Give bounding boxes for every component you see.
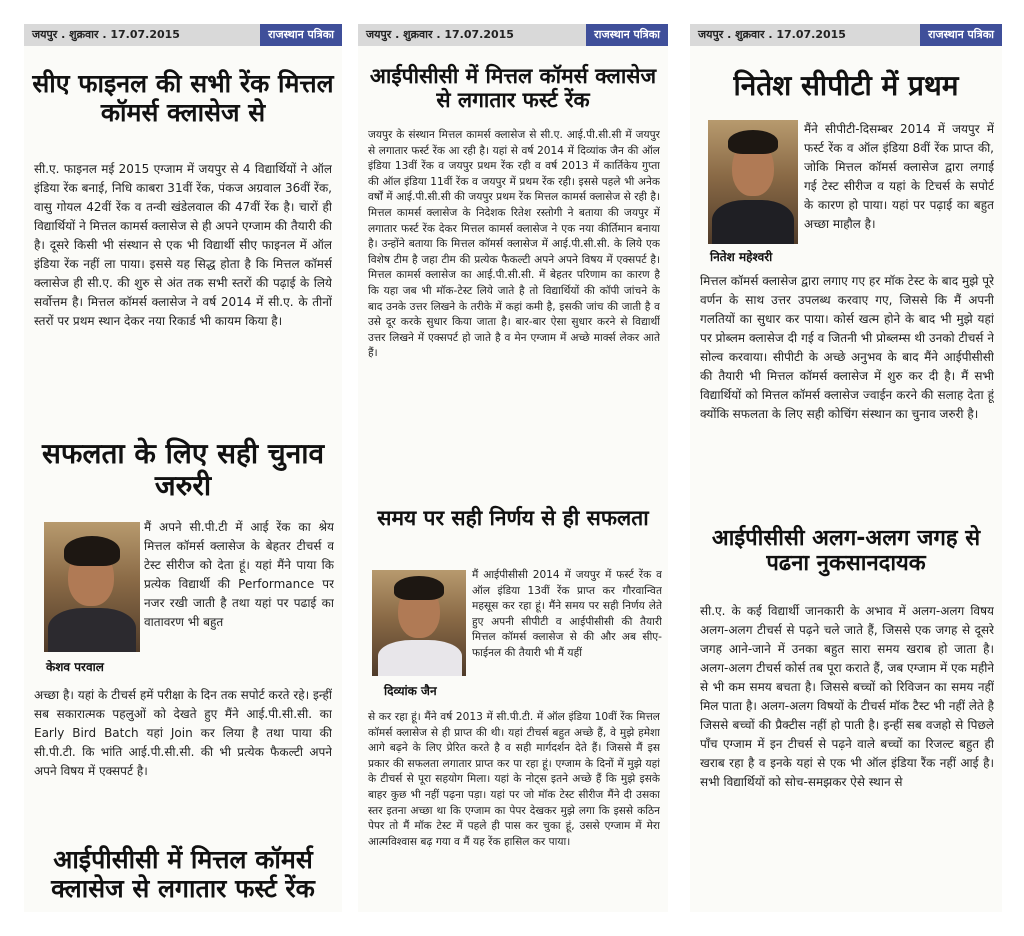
caption-divyank: दिव्यांक जैन — [384, 684, 437, 698]
story-divyank-rest: से कर रहा हूं। मैंने वर्ष 2013 में सी.पी.टी. में ऑल इंडिया 10वीं रेंक मित्तल कॉमर्स क्लासेज से ही प्राप्त की थी। यहां टीचर्स बहुत अच्छे हैं, वे मुझे हमेशा आगे बढ़ने के लिए प्रेरित करते है व सही मार्गदर्शन देते हैं। जिससे मैं इस प्रकार की सफलता लगातार प्राप्त कर पा रहा हूं। एग्जाम के दिनों में मुझे यहां के टीचर्स से पूरा सहयोग मिला। यहां के नोट्स इतने अच्छे हैं कि मुझे इसके बाहर कुछ भी नहीं पढ़ना पड़ा। यहां पर जो मॉक टेस्ट सीरीज मैंने दी उसका स्तर इतना अच्छा था कि एग्जाम का पेपर देखकर मुझे लगा कि इससे कठिन पेपर तो मैं मॉक टेस्ट में पहले ही पास कर चुका हूं, उससे एग्जाम में मेरा आत्मविश्वास बढ़ गया व मैं यह रेंक हासिल कर पाया। — [368, 711, 660, 848]
story-keshav-side: मैं अपने सी.पी.टी में आई रेंक का श्रेय मित्तल कॉमर्स क्लासेज के बेहतर टीचर्स व टेस्ट सीरीज को देता हूं। यहां मैंने पाया कि प्रत्येक विद्यार्थी की Performance पर नजर रखी जाती है तथा यहां पर पढाई का वातावरण भी बहुत — [144, 520, 334, 629]
newspaper-header — [690, 24, 1002, 46]
headline-ipcc-bottom: आईपीसीसी में मित्तल कॉमर्स क्लासेज से लगातार फर्स्ट रेंक — [51, 845, 315, 903]
clipping-1 — [24, 24, 342, 912]
caption-keshav: केशव परवाल — [46, 660, 104, 674]
story-nitesh-rest: मित्तल कॉमर्स क्लासेज द्वारा लगाए गए हर मॉक टेस्ट के बाद मुझे पूरे वर्णन के साथ उत्तर उपलब्ध करवाए गए, जिससे कि मैं अपनी गलतियों का सुधार कर पाया। कोर्स खत्म होने के बाद भी मुझे यहां पर प्रोब्लम क्लासेज दी गई व जितनी भी प्रोब्लम्स थी उनको टीचर्स ने सोल्व करवाया। सीपीटी के अच्छे अनुभव के बाद मैंने आईपीसीसी की तैयारी भी मित्तल कॉमर्स क्लासेज में शुरु कर दी है। मैं सभी विद्यार्थियों को मित्तल कॉमर्स क्लासेज ज्वाईन करने की सलाह देता हूं क्योंकि सफलता के लिए सही कोचिंग संस्थान का चुनाव जरुरी है। — [700, 274, 994, 421]
newspaper-name: राजस्थान पत्रिका — [586, 24, 668, 46]
photo-keshav-parwal — [44, 522, 140, 652]
headline-ca-final: सीए फाइनल की सभी रेंक मित्तल कॉमर्स क्लासेज से — [32, 69, 334, 127]
edition-date: जयपुर . शुक्रवार . 17.07.2015 — [366, 28, 514, 41]
headline-right-decision: समय पर सही निर्णय से ही सफलता — [377, 506, 649, 530]
headline-ipcc-different-places: आईपीसीसी अलग-अलग जगह से पढना नुकसानदायक — [711, 526, 981, 577]
headline-ipcc-first-rank: आईपीसीसी में मित्तल कॉमर्स क्लासेज से लगातार फर्स्ट रेंक — [369, 64, 657, 113]
clipping-2 — [358, 24, 668, 912]
edition-date: जयपुर . शुक्रवार . 17.07.2015 — [32, 28, 180, 41]
clipping-3 — [690, 24, 1002, 912]
newspaper-name: राजस्थान पत्रिका — [920, 24, 1002, 46]
headline-right-choice: सफलता के लिए सही चुनाव जरुरी — [41, 437, 325, 503]
photo-divyank-jain — [372, 570, 466, 676]
story-ca-final: सी.ए. फाइनल मई 2015 एग्जाम में जयपुर से 4 विद्यार्थियों ने ऑल इंडिया रेंक बनाई, निधि काबरा 31वीं रेंक, पंकज अग्रवाल 36वीं रेंक, वासु गोयल 42वीं रेंक व तन्वी खंडेलवाल की 47वीं रेंक है। चारों ही विद्यार्थियों ने मित्तल कामर्स क्लासेज से ही अपने एग्जाम की तैयारी की है। दूसरे किसी भी संस्थान से एक भी विद्यार्थी सीए फाइनल में ऑल इंडिया रेंक नहीं ला पाया। इससे यह सिद्ध होता है कि मित्तल कॉमर्स क्लासेज ही सी.ए. की शुरु से अंत तक सभी स्तरों की पढ़ाई के लिये सर्वोत्तम है। मित्तल कॉमर्स क्लासेज ने वर्ष 2014 में सी.ए. के तीनों स्तरों पर प्रथम स्थान देकर नया रिकार्ड भी कायम किया है। — [34, 162, 332, 328]
story-ipcc-different-places: सी.ए. के कई विद्यार्थी जानकारी के अभाव में अलग-अलग विषय अलग-अलग टीचर्स से पढ़ने चले जाते हैं, जिससे एक जगह से दूसरे जगह आने-जाने में उनका बहुत सारा समय खराब हो जाता है। अलग-अलग टीचर्स कोर्स तब पूरा कराते हैं, जब एग्जाम में एक महीने से भी कम समय बचता है। जिससे बच्चों को रिविजन का समय नहीं मिल पाता है। अलग-अलग विषयों के टीचर्स मॉक टैस्ट भी नहीं लेते है जिससे बच्चों की प्रैक्टीस नहीं हो पाती है। इन्हीं सब वजहो से पिछले पाँच एग्जाम में इन टीचर्स से पढ़ने वाले बच्चों का रिजल्ट बहुत ही खराब रहा है व इनके यहां से एक भी ऑल इंडिया रैंक नहीं आई है। सभी विद्यार्थियों को सोच-समझकर ऐसे स्थान से — [700, 604, 994, 789]
headline-nitesh-cpt: नितेश सीपीटी में प्रथम — [733, 69, 959, 102]
edition-date: जयपुर . शुक्रवार . 17.07.2015 — [698, 28, 846, 41]
photo-nitesh-maheshwari — [708, 120, 798, 244]
story-keshav-rest: अच्छा है। यहां के टीचर्स हमें परीक्षा के दिन तक सपोर्ट करते रहे। इन्हीं सब सकारात्मक पहलुओं को देखते हुए मैंने आई.पी.सी.सी. का Early Bird Batch यहां Join कर लिया है तथा पाया की सी.पी.टी. कि भांति आई.पी.सी.सी. की भी प्रत्येक फैकल्टी अपने अपने विषय में एक्सपर्ट है। — [34, 688, 332, 778]
newspaper-header — [358, 24, 668, 46]
newspaper-name: राजस्थान पत्रिका — [260, 24, 342, 46]
story-nitesh-side: मैंने सीपीटी-दिसम्बर 2014 में जयपुर में फर्स्ट रेंक व ऑल इंडिया 8वीं रेंक प्राप्त की, जोकि मित्तल कॉमर्स क्लासेज द्वारा लगाई गई टेस्ट सीरीज व यहां के टिचर्स के सपोर्ट के कारण हो पाया। यहां पर पढ़ाई का बहुत अच्छा माहौल है। — [804, 122, 994, 231]
newspaper-header — [24, 24, 342, 46]
caption-nitesh: नितेश महेश्वरी — [710, 250, 773, 264]
story-divyank-side: मैं आईपीसीसी 2014 में जयपुर में फर्स्ट रेंक व ऑल इंडिया 13वीं रेंक प्राप्त कर गौरवान्वित महसूस कर रहा हूं। मैंने समय पर सही निर्णय लेते हुए अपनी सीपीटी व आईपीसीसी की तैयारी मित्तल कॉमर्स क्लासेज से की और अब सीए-फाईनल की तैयारी भी मैं यहीं — [472, 569, 662, 659]
story-ipcc-first-rank: जयपुर के संस्थान मित्तल कामर्स क्लासेज से सी.ए. आई.पी.सी.सी में जयपुर से लगातार फर्स्ट रेंक आ रही है। यहां से वर्ष 2014 में दिव्यांक जैन की ऑल इंडिया 13वीं रेंक व जयपुर प्रथम रेंक रही व वर्ष 2013 में कार्तिकेय गुप्ता की ऑल इंडिया 11वीं रेंक व जयपुर में प्रथम रेंक रही। इससे पहले भी अनेक वर्षों में आई.पी.सी.सी की जयपुर प्रथम रेंक मित्तल कामर्स क्लासेज से रही है। मित्तल कामर्स क्लासेज के निदेशक रितेश रस्तोगी ने बताया की जयपुर में लगातार फर्स्ट रेंक देकर मित्तल कामर्स क्लासेज ने एक नया कीर्तिमान बनाया है। उन्होंने बताया कि मित्तल कॉमर्स क्लासेज में आई.पी.सी.सी. के लिये एक विशेष टीम है जहा टीम की प्रत्येक फैकल्टी अपने अपने विषय में एक्सपर्ट है। मित्तल कामर्स क्लासेज का आई.पी.सी.सी. में बेहतर परिणाम का कारण है कि यहा जब भी मॉक-टेस्ट लिये जाते है तो विद्यार्थियों की कॉपी जांचने के बाद उनके उत्तर लिखने के तरीके में कहां कमी है, इसकी जांच की जाती है व उसे दूर करके सुधार किया जाता है। बार-बार ऐसा सुधार करने से विद्यार्थी उत्तर लिखने में एक्सपर्ट हो जाते है व मेन एग्जाम में अच्छे मार्क्स लेकर आते हैं। — [368, 129, 660, 360]
